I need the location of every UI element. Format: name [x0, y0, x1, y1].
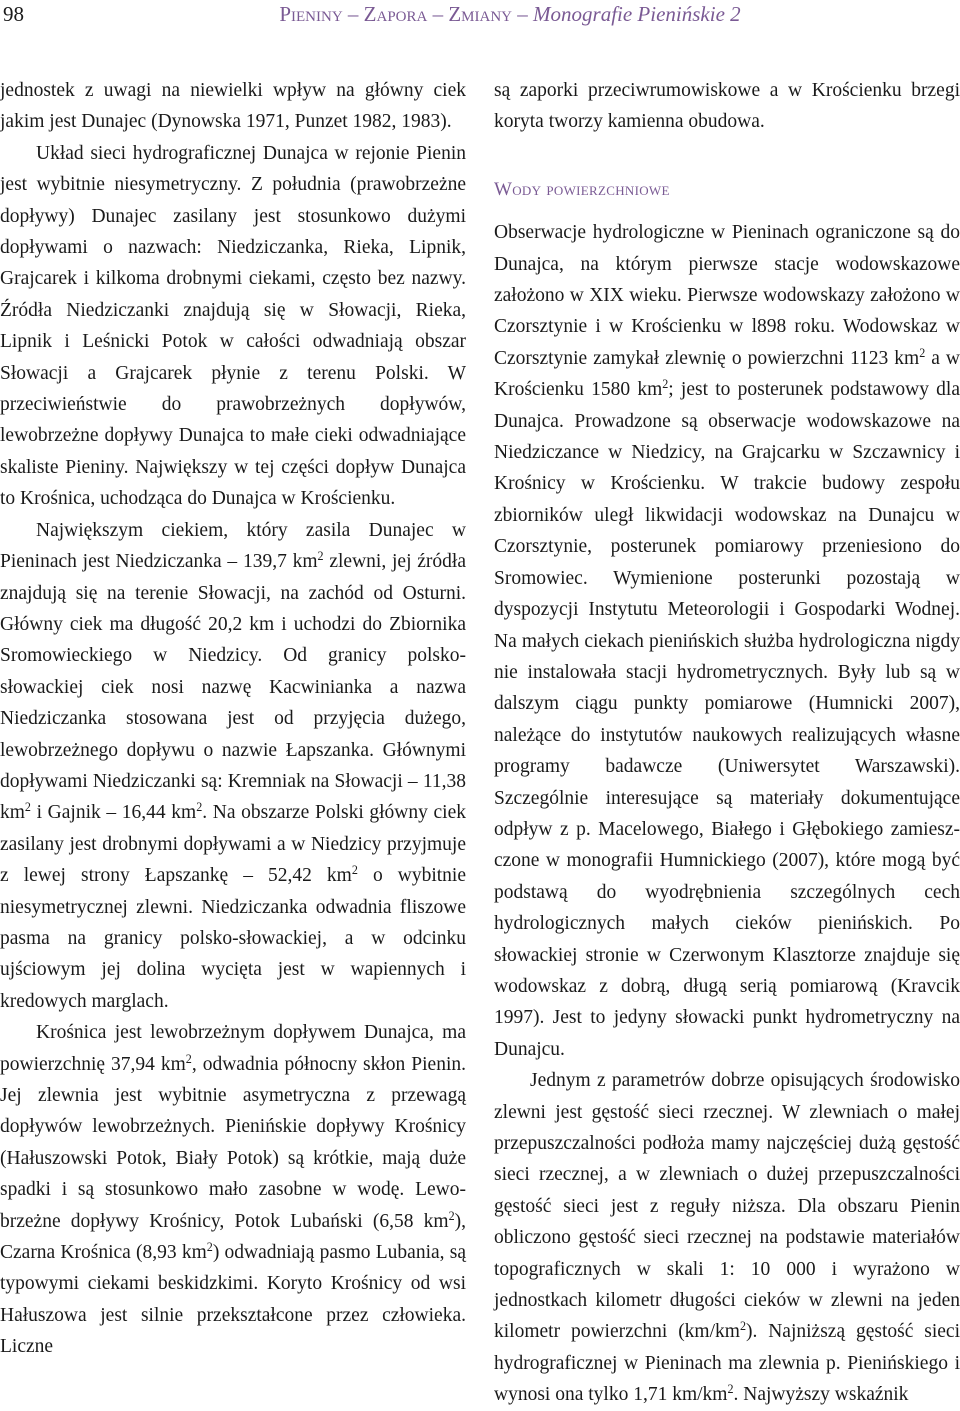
superscript: 2: [317, 548, 324, 563]
text-run: o wybitnie niesymetrycznej zlewni. Niedziczanka odwadnia fliszowe pasma na granicy polsko-słowackiej, a w odcinku ujściowym jej dolina wycięta jest w wapiennych i kredowych marglach.: [0, 865, 466, 1012]
superscript: 2: [727, 1382, 734, 1396]
right-column: [494, 75, 960, 1411]
text-run: i Gajnik – 16,44 km: [30, 802, 197, 824]
superscript: 2: [919, 345, 926, 360]
text-run: ) odwadniają pasmo Lubania, są typowymi ciekami beskidzkimi. Koryto Krośnicy od wsi Hałuszowa jest silnie przekształcone przez człowieka. Liczne: [0, 1242, 466, 1358]
superscript: 2: [185, 1051, 192, 1066]
text-run: Największym ciekiem, który zasila Dunajec w Pieninach jest Niedziczanka – 139,7 km: [0, 519, 466, 573]
superscript: 2: [351, 862, 358, 877]
text-run: ). Najniższą gęstość sieci hydrograficznej w Pieninach ma zlewnia p. Pienińskiego i wynosi ona tylko 1,71 km/km: [494, 1321, 960, 1406]
paragraph: [0, 515, 466, 1018]
section-heading: Wody powierzchniowe: [494, 178, 670, 200]
left-column: [0, 75, 466, 1363]
superscript: 2: [739, 1319, 746, 1334]
text-run: . Najwyższy wskaźnik: [733, 1384, 909, 1406]
running-head-separator: –: [342, 2, 364, 26]
running-head-part-3: Zmiany: [448, 2, 513, 26]
text-run: Obserwacje hydrologiczne w Pieninach ograniczone są do Dunajca, na którym pierwsze stacje wodowskazowe założono w XIX wieku. Pierwsze wodowskazy założono w Czorsztynie i w Krościenku w l898 roku. Wodowskaz w Czorsztynie zamykał zlewnię o powierzchni 1123 km: [494, 222, 960, 369]
paragraph: Układ sieci hydrograficznej Dunajca w rejonie Pienin jest wybitnie niesymetryczny. Z południa (prawobrzeżne dopływy) Dunajec zasilany jest stosunkowo dużymi dopływami o nazwach: Niedziczanka, Rieka, Lipnik, Grajcarek i kilkoma drobnymi ciekami, często bez nazwy. Źródła Niedziczanki znajdują się w Słowacji, Rieka, Lipnik i Leśnicki Potok w całości odwadniają obszar Słowacji a Grajcarek płynie z terenu Polski. W przeciwieństwie do prawobrzeżnych dopływów, lewobrzeżne dopływy Dunajca to małe cieki odwadniające skaliste Pieniny. Największy w tej części dopływ Dunajca to Krośnica, uchodząca do Dunajca w Krościenku.: [0, 142, 466, 510]
paragraph: [0, 1017, 466, 1362]
text-run: , odwadnia północny skłon Pienin. Jej zlewnia jest wybitnie asymetryczna z przewagą dopływów lewobrzeżnych. Pienińskie dopływy Krośnicy (Hałuszowski Potok, Biały Potok) są krótkie, mają duże spadki i są stosunkowo mało zasobne w wodę. Lewobrzeżne dopływy Krośnicy, Potok Lubański (6,58 km: [0, 1053, 466, 1232]
text-run: a w Krościenku 1580 km: [494, 347, 960, 401]
text-run: zlewni, jej źródła znajdują się na terenie Słowacji, na zachód od Osturni. Główny ciek ma długość 20,2 km i uchodzi do Zbiornika Sromowieckiego w Niedzicy. Od granicy polsko-słowackiej ciek nosi nazwę Kacwinianka a nazwa Niedziczanka stosowana jest od przyjęcia dużego, lewobrzeżnego dopływu o nazwie Łapszanka. Głównymi dopływami Niedziczanki są: Kremniak na Słowacji – 11,38 km: [0, 551, 466, 824]
running-head-part-2: Zapora: [363, 2, 428, 26]
superscript: 2: [448, 1208, 455, 1223]
paragraph: jednostek z uwagi na niewielki wpływ na główny ciek jakim jest Dunajec (Dynowska 1971, Punzet 1982, 1983).: [0, 80, 466, 133]
paragraph: są zaporki przeciwrumowiskowe a w Krościenku brzegi koryta tworzy kamienna obudowa.: [494, 80, 960, 133]
text-run: Jednym z parametrów dobrze opisujących środowisko zlewni jest gęstość sieci rzecznej. W zlewniach o małej przepuszczalności podłoża mamy najczęściej dużą gęstość sieci rzecznej, a w zlewniach o dużej przepuszczalności gęstość sieci jest z reguły niższa. Dla obszaru Pienin obliczono gęstość sieci rzecznej na podstawie materiałów topograficznych w skali 1: 10 000 i wyrażono w jednostkach kilometr długości cieków w zlewni na jeden kilometr powierzchni (km/km: [494, 1070, 960, 1343]
superscript: 2: [196, 800, 203, 815]
running-head-separator: –: [512, 2, 534, 26]
running-head-part-1: Pieniny: [279, 2, 343, 26]
page-number: 98: [3, 2, 24, 26]
running-head: [210, 2, 810, 27]
paragraph: [494, 1065, 960, 1410]
text-run: Krośnica jest lewobrzeżnym dopływem Dunajca, ma powierzchnię 37,94 km: [0, 1022, 466, 1075]
running-head-separator: –: [427, 2, 449, 26]
superscript: 2: [206, 1239, 213, 1254]
superscript: 2: [24, 800, 31, 815]
text-run: ; jest to posterunek podstawowy dla Dunajca. Prowadzone są obserwacje wodowskazowe na Niedziczance w Niedzicy, na Grajcarku w Szczawnicy i Krośnicy w Krościenku. W trakcie budowy zespołu zbiorników uległ likwidacji wodowskaz na Dunajcu w Czorsztynie, posterunek pomiarowy przeniesiono do Sromowiec. Wymienione posterunki pozostają w dyspozycji Instytutu Meteorologii i Gospodarki Wodnej. Na małych ciekach pienińskich służba hydrologiczna nigdy nie instalowała stacji hydrometrycznych. Były lub są w dalszym ciągu punkty pomiarowe (Humnicki 2007), należące do instytutów naukowych realizujących własne programy badawcze (Uniwersytet Warszawski). Szczególnie interesujące są materiały dokumentujące odpływ z p. Macelowego, Białego i Głębokiego zamieszczone w monografii Humnickiego (2007), które mogą być podstawą do wyodrębnienia szczególnych cech hydrologicznych małych cieków pienińskich. Po słowackiej stronie w Czerwonym Klasztorze znajduje się wodowskaz z dobrą, długą serią pomiarową (Kravcik 1997). Jest to jedyny słowacki punkt hydrometryczny na Dunajcu.: [494, 379, 960, 1060]
text-run: . Na obszarze Polski główny ciek zasilany jest drobnymi dopływami a w Niedzicy przyjmuje z lewej strony Łapszankę – 52,42 km: [0, 802, 466, 887]
page-header: [0, 0, 960, 40]
text-run: ), Czarna Krośnica (8,93 km: [0, 1210, 466, 1264]
superscript: 2: [662, 377, 669, 391]
running-head-series: Monografie Pienińskie 2: [533, 2, 741, 26]
paragraph: [494, 217, 960, 1065]
